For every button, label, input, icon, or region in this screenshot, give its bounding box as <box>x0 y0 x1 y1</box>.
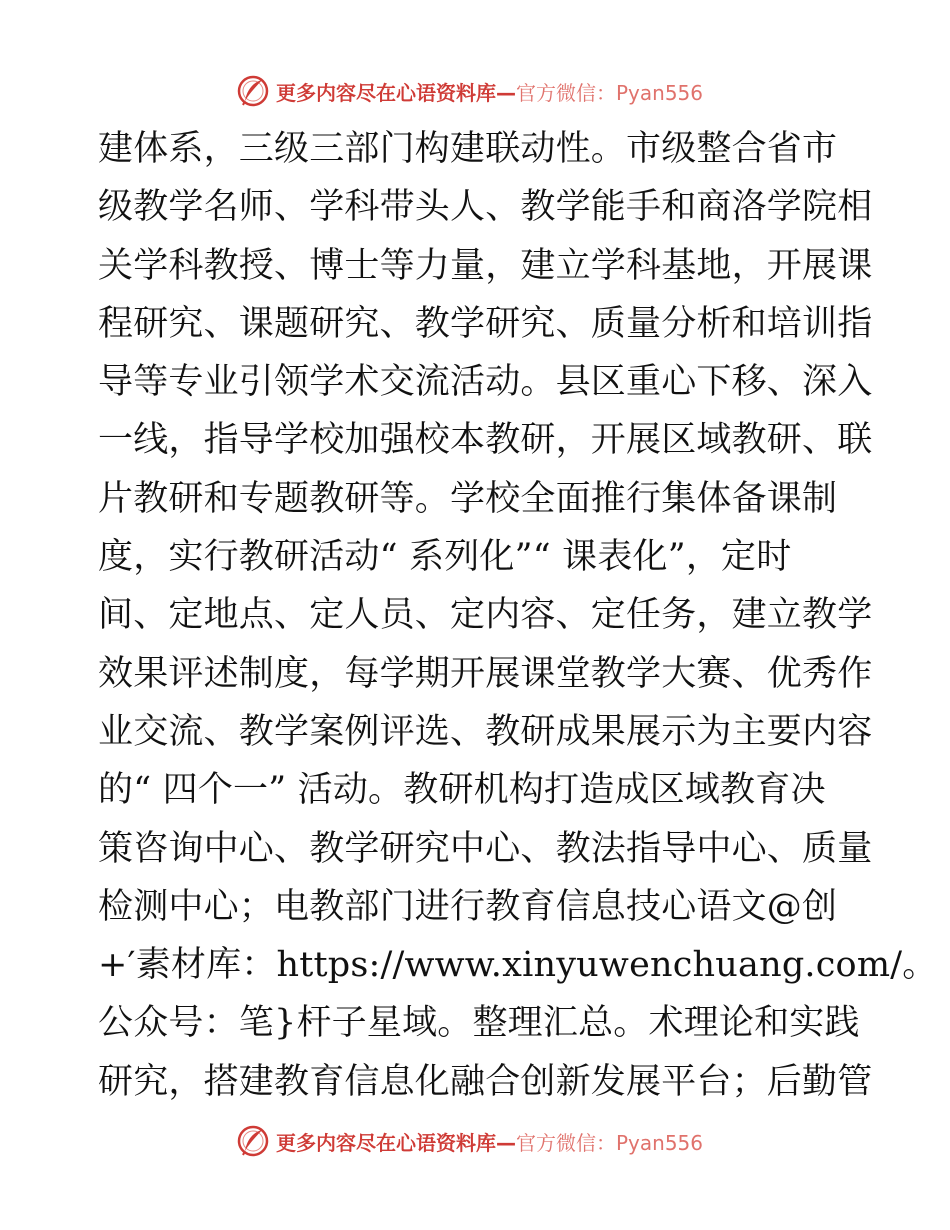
text-line: 间、定地点、定人员、定内容、定任务，建立教学 <box>98 595 873 636</box>
watermark-text: 更多内容尽在心语资料库—官方微信：Pyan556 <box>276 80 704 105</box>
text-line: 效果评述制度，每学期开展课堂教学大赛、优秀作 <box>98 653 873 694</box>
text-line: 策咨询中心、教学研究中心、教法指导中心、质量 <box>98 828 873 869</box>
text-line: 片教研和专题教研等。学校全面推行集体备课制 <box>98 478 838 519</box>
feather-quill-logo-icon <box>236 74 270 108</box>
footer-watermark <box>236 1121 703 1161</box>
text-line: 度，实行教研活动“ 系列化”“ 课表化”，定时 <box>98 537 792 578</box>
text-line: 的“ 四个一” 活动。教研机构打造成区域教育决 <box>98 770 826 811</box>
text-line: 检测中心；电教部门进行教育信息技心语文@创 <box>98 886 838 927</box>
text-line: 公众号：笔}杆子星域。整理汇总。术理论和实践 <box>98 1003 860 1044</box>
text-line: 一线，指导学校加强校本教研，开展区域教研、联 <box>98 420 873 461</box>
feather-quill-logo-icon <box>236 1124 270 1158</box>
text-line: 程研究、课题研究、教学研究、质量分析和培训指 <box>98 303 873 344</box>
text-line: 导等专业引领学术交流活动。县区重心下移、深入 <box>98 362 873 403</box>
text-line: 研究，搭建教育信息化融合创新发展平台；后勤管 <box>98 1061 873 1102</box>
text-line: 关学科教授、博士等力量，建立学科基地，开展课 <box>98 245 873 286</box>
text-line: 建体系，三级三部门构建联动性。市级整合省市 <box>98 129 838 169</box>
header-watermark <box>236 71 703 111</box>
watermark-text: 更多内容尽在心语资料库—官方微信：Pyan556 <box>276 1130 704 1155</box>
text-line: 业交流、教学案例评选、教研成果展示为主要内容 <box>98 711 873 752</box>
text-line: 级教学名师、学科带头人、教学能手和商洛学院相 <box>98 187 873 228</box>
document-body <box>98 120 938 1111</box>
text-line: +′素材库：https://www.xinyuwenchuang.com/。 <box>98 945 938 986</box>
